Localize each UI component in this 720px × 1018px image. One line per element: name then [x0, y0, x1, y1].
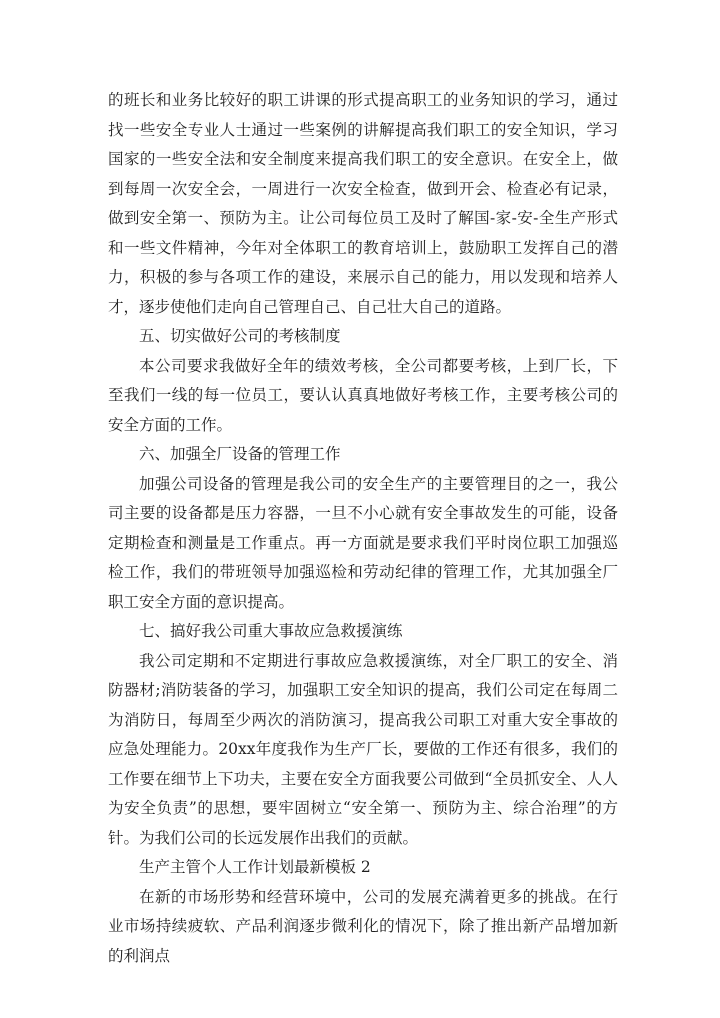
section-heading: 七、搞好我公司重大事故应急救援演练: [139, 622, 403, 640]
body-paragraph: 在新的市场形势和经营环境中，公司的发展充满着更多的挑战。在行业市场持续疲软、产品利润逐步微利化的情况下，除了推出新产品增加新的利润点: [108, 887, 618, 965]
body-paragraph: 加强公司设备的管理是我公司的安全生产的主要管理目的之一，我公司主要的设备都是压力容器，一旦不小心就有安全事故发生的可能，设备定期检查和测量是工作重点。再一方面就是要求我们平时岗位职工加强巡检工作，我们的带班领导加强巡检和劳动纪律的管理工作，尤其加强全厂职工安全方面的意识提高。: [108, 474, 618, 611]
body-paragraph: 的班长和业务比较好的职工讲课的形式提高职工的业务知识的学习，通过找一些安全专业人士通过一些案例的讲解提高我们职工的安全知识，学习国家的一些安全法和安全制度来提高我们职工的安全意识。在安全上，做到每周一次安全会，一周进行一次安全检查，做到开会、检查必有记录，做到安全第一、预防为主。让公司每位员工及时了解国-家-安-全生产形式和一些文件精神，今年对全体职工的教育培训上，鼓励职工发挥自己的潜力，积极的参与各项工作的建设，来展示自己的能力，用以发现和培养人才，逐步使他们走向自己管理自己、自己壮大自己的道路。: [108, 91, 618, 316]
section-heading: 五、切实做好公司的考核制度: [139, 327, 341, 345]
body-paragraph: 我公司定期和不定期进行事故应急救援演练，对全厂职工的安全、消防器材;消防装备的学习，加强职工安全知识的提高，我们公司定在每周二为消防日，每周至少两次的消防演习，提高我公司职工对重大安全事故的应急处理能力。20xx年度我作为生产厂长，要做的工作还有很多，我们的工作要在细节上下功夫，主要在安全方面我要公司做到“全员抓安全、人人为安全负责”的思想，要牢固树立“安全第一、预防为主、综合治理”的方针。为我们公司的长远发展作出我们的贡献。: [108, 651, 618, 847]
body-paragraph: 本公司要求我做好全年的绩效考核，全公司都要考核，上到厂长，下至我们一线的每一位员工，要认认真真地做好考核工作，主要考核公司的安全方面的工作。: [108, 356, 618, 434]
document-body: [108, 86, 618, 971]
section-heading: 六、加强全厂设备的管理工作: [139, 445, 341, 463]
section-heading: 生产主管个人工作计划最新模板 2: [139, 858, 371, 876]
